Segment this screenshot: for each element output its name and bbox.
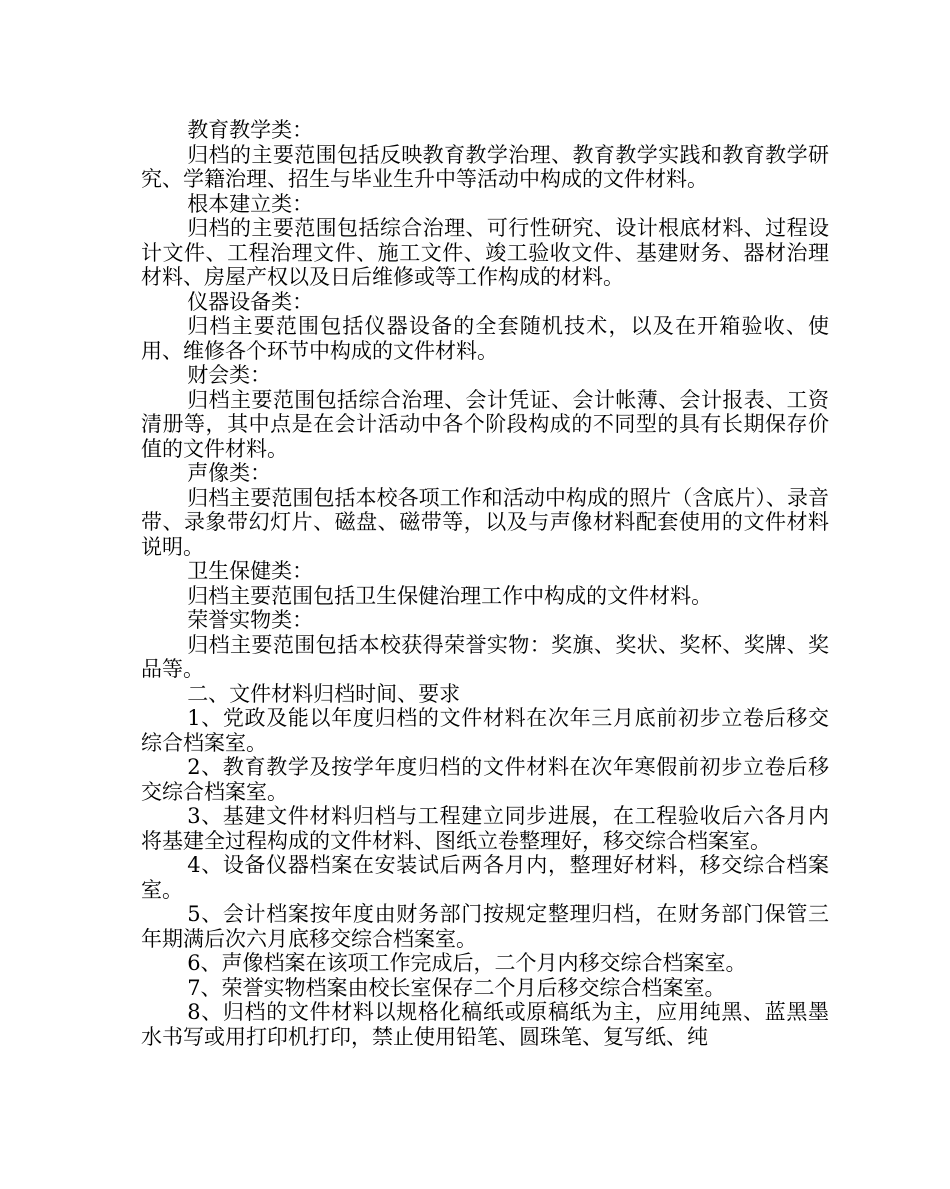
paragraph-equipment-scope: 归档主要范围包括仪器设备的全套随机技术，以及在开箱验收、使用、维修各个环节中构成的文件材料。 [141,314,829,363]
heading-honor-category: 荣誉实物类： [187,608,314,632]
heading-finance-category: 财会类： [187,363,272,387]
paragraph-honor-scope: 归档主要范围包括本校获得荣誉实物：奖旗、奖状、奖杯、奖牌、奖品等。 [141,632,829,681]
rule-item-8: 8、归档的文件材料以规格化稿纸或原稿纸为主，应用纯黑、蓝黑墨水书写或用打印机打印，禁止使用铅笔、圆珠笔、复写纸、纯 [141,1000,829,1049]
document-body [141,118,829,1049]
paragraph-health-scope: 归档主要范围包括卫生保健治理工作中构成的文件材料。 [187,583,713,608]
paragraph-education-scope: 归档的主要范围包括反映教育教学治理、教育教学实践和教育教学研究、学籍治理、招生与毕业生升中等活动中构成的文件材料。 [141,142,829,191]
rule-item-5: 5、会计档案按年度由财务部门按规定整理归档，在财务部门保管三年期满后次六月底移交综合档案室。 [141,902,829,951]
paragraph-audiovisual-scope: 归档主要范围包括本校各项工作和活动中构成的照片（含底片）、录音带、录象带幻灯片、磁盘、磁带等，以及与声像材料配套使用的文件材料说明。 [141,485,829,559]
rule-item-4: 4、设备仪器档案在安装试后两各月内，整理好材料，移交综合档案室。 [141,853,829,902]
heading-health-category: 卫生保健类： [187,559,314,583]
paragraph-construction-scope: 归档的主要范围包括综合治理、可行性研究、设计根底材料、过程设计文件、工程治理文件、施工文件、竣工验收文件、基建财务、器材治理材料、房屋产权以及日后维修或等工作构成的材料。 [141,216,829,289]
paragraph-finance-scope: 归档主要范围包括综合治理、会计凭证、会计帐薄、会计报表、工资清册等，其中点是在会计活动中各个阶段构成的不同型的具有长期保存价值的文件材料。 [141,387,829,461]
section-heading-archiving-time: 二、文件材料归档时间、要求 [187,681,461,706]
rule-item-2: 2、教育教学及按学年度归档的文件材料在次年寒假前初步立卷后移交综合档案室。 [141,755,829,804]
rule-item-7: 7、荣誉实物档案由校长室保存二个月后移交综合档案室。 [187,975,726,1000]
heading-audiovisual-category: 声像类： [187,461,272,485]
rule-item-3: 3、基建文件材料归档与工程建立同步进展，在工程验收后六各月内将基建全过程构成的文件材料、图纸立卷整理好，移交综合档案室。 [141,804,829,853]
rule-item-6: 6、声像档案在该项工作完成后，二个月内移交综合档案室。 [187,951,747,975]
heading-education-category: 教育教学类： [187,118,314,142]
heading-equipment-category: 仪器设备类： [187,289,314,314]
heading-construction-category: 根本建立类： [187,191,314,216]
rule-item-1: 1、党政及能以年度归档的文件材料在次年三月底前初步立卷后移交综合档案室。 [141,706,829,755]
